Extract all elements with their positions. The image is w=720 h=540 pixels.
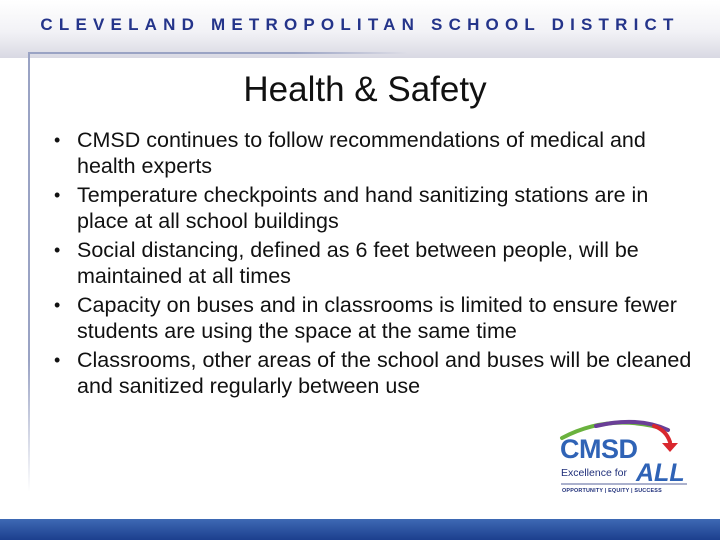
bullet-marker: • [54,350,61,370]
frame-line-top [28,52,408,54]
bullet-item [52,348,702,399]
logo-values-line: OPPORTUNITY | EQUITY | SUCCESS [562,488,662,494]
cmsd-logo-graphic [556,418,692,496]
bullet-text: Classrooms, other areas of the school and buses will be cleaned and sanitized regularly between use [77,348,692,398]
header-band [0,0,720,58]
logo-wordmark: CMSD [560,434,638,464]
logo-tagline-prefix: Excellence for [561,467,627,479]
bullet-marker: • [54,240,61,260]
bullet-text: Social distancing, defined as 6 feet between people, will be maintained at all times [77,238,639,288]
bullet-item [52,293,702,344]
slide-title: Health & Safety [243,70,487,109]
district-name: CLEVELAND METROPOLITAN SCHOOL DISTRICT [40,15,680,34]
bullet-item [52,238,702,289]
bullet-item [52,128,702,179]
footer-bar [0,519,720,540]
frame-line-left [28,52,30,492]
bullet-marker: • [54,185,61,205]
logo-tagline-emphasis: ALL [636,459,685,487]
bullet-text: Capacity on buses and in classrooms is limited to ensure fewer students are using the space at the same time [77,293,677,343]
cmsd-logo [556,418,692,496]
bullet-list [52,128,702,403]
bullet-marker: • [54,295,61,315]
logo-arrow-head [662,443,678,452]
bullet-text: Temperature checkpoints and hand sanitizing stations are in place at all school buildings [77,183,649,233]
bullet-text: CMSD continues to follow recommendations of medical and health experts [77,128,646,178]
bullet-item [52,183,702,234]
bullet-marker: • [54,130,61,150]
